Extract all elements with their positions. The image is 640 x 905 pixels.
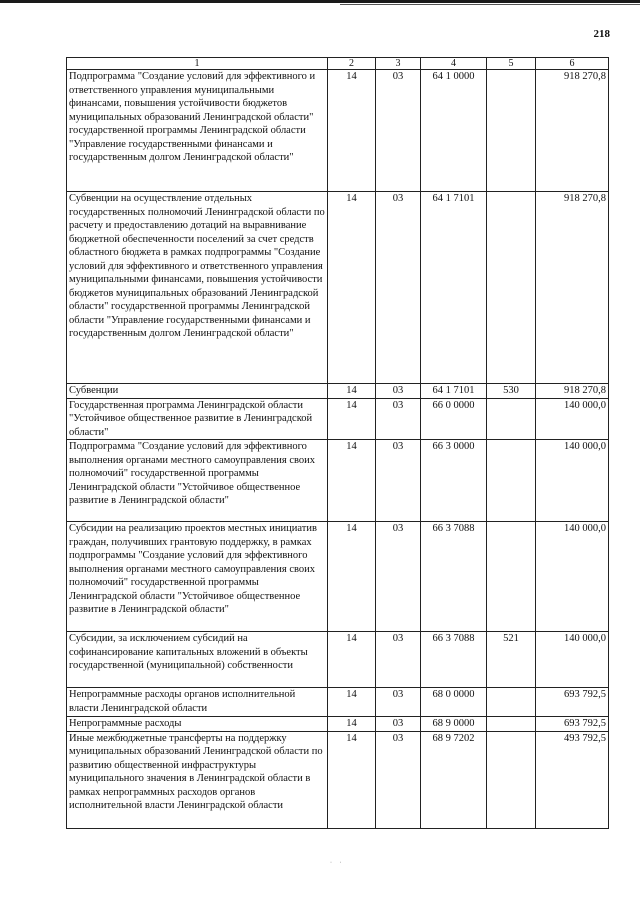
table-row <box>67 731 609 828</box>
row-code-section: 14 <box>328 688 376 717</box>
row-code-article: 68 9 0000 <box>421 717 487 732</box>
row-description: Государственная программа Ленинградской области "Устойчивое общественное развитие в Ленинградской области" <box>67 398 328 440</box>
row-code-section: 14 <box>328 731 376 828</box>
column-header: 5 <box>487 58 536 70</box>
row-code-section: 14 <box>328 717 376 732</box>
row-code-article: 66 3 0000 <box>421 440 487 522</box>
row-code-subsection: 03 <box>376 384 421 399</box>
table-row <box>67 632 609 688</box>
row-code-article: 66 3 7088 <box>421 632 487 688</box>
row-amount: 140 000,0 <box>536 440 609 522</box>
row-code-subsection: 03 <box>376 717 421 732</box>
row-amount: 918 270,8 <box>536 192 609 384</box>
row-code-section: 14 <box>328 398 376 440</box>
row-code-article: 64 1 7101 <box>421 384 487 399</box>
scan-top-edge <box>0 0 640 3</box>
row-code-type: 521 <box>487 632 536 688</box>
header-row <box>67 58 609 70</box>
row-code-type <box>487 688 536 717</box>
row-code-type: 530 <box>487 384 536 399</box>
table-row <box>67 70 609 192</box>
row-code-type <box>487 522 536 632</box>
row-code-section: 14 <box>328 192 376 384</box>
table-row <box>67 717 609 732</box>
row-code-subsection: 03 <box>376 398 421 440</box>
column-header: 6 <box>536 58 609 70</box>
row-amount: 140 000,0 <box>536 522 609 632</box>
page-number: 218 <box>593 28 610 40</box>
row-code-type <box>487 70 536 192</box>
row-code-subsection: 03 <box>376 70 421 192</box>
column-header: 2 <box>328 58 376 70</box>
row-description: Субсидии на реализацию проектов местных инициатив граждан, получивших грантовую поддержку, в рамках подпрограммы "Создание условий для эффективного выполнения органами местного самоуправления своих полномочий" государственной программы Ленинградской области "Устойчивое общественное развитие в Ленинградской области" <box>67 522 328 632</box>
row-code-subsection: 03 <box>376 440 421 522</box>
row-code-article: 68 9 7202 <box>421 731 487 828</box>
row-description: Подпрограмма "Создание условий для эффективного и ответственного управления муниципальными финансами, повышения устойчивости бюджетов муниципальных образований Ленинградской области" государственной программы Ленинградской области "Управление государственными финансами и государственным долгом Ленинградской области" <box>67 70 328 192</box>
table-row <box>67 688 609 717</box>
row-amount: 693 792,5 <box>536 717 609 732</box>
row-code-section: 14 <box>328 384 376 399</box>
row-code-article: 66 0 0000 <box>421 398 487 440</box>
row-code-subsection: 03 <box>376 688 421 717</box>
row-description: Субвенции <box>67 384 328 399</box>
row-description: Субсидии, за исключением субсидий на софинансирование капитальных вложений в объекты государственной (муниципальной) собственности <box>67 632 328 688</box>
table-row <box>67 192 609 384</box>
row-code-section: 14 <box>328 440 376 522</box>
row-description: Субвенции на осуществление отдельных государственных полномочий Ленинградской области по расчету и предоставлению дотаций на выравнивание бюджетной обеспеченности поселений за счет средств областного бюджета в рамках подпрограммы "Создание условий для эффективного и ответственного управления муниципальными финансами, повышения устойчивости бюджетов муниципальных образований Ленинградской области" государственной программы Ленинградской области "Управление государственными финансами и государственным долгом Ленинградской области" <box>67 192 328 384</box>
column-header: 4 <box>421 58 487 70</box>
row-description: Подпрограмма "Создание условий для эффективного выполнения органами местного самоуправления своих полномочий" государственной программы Ленинградской области "Устойчивое общественное развитие в Ленинградской области" <box>67 440 328 522</box>
row-code-subsection: 03 <box>376 632 421 688</box>
row-code-type <box>487 717 536 732</box>
table-row <box>67 398 609 440</box>
row-code-subsection: 03 <box>376 522 421 632</box>
row-code-article: 64 1 0000 <box>421 70 487 192</box>
row-code-article: 68 0 0000 <box>421 688 487 717</box>
row-amount: 693 792,5 <box>536 688 609 717</box>
row-code-section: 14 <box>328 70 376 192</box>
row-amount: 493 792,5 <box>536 731 609 828</box>
table-row <box>67 384 609 399</box>
column-header: 1 <box>67 58 328 70</box>
row-amount: 918 270,8 <box>536 384 609 399</box>
row-code-type <box>487 440 536 522</box>
column-header: 3 <box>376 58 421 70</box>
table-row <box>67 522 609 632</box>
row-description: Непрограммные расходы органов исполнительной власти Ленинградской области <box>67 688 328 717</box>
row-code-subsection: 03 <box>376 192 421 384</box>
row-amount: 140 000,0 <box>536 398 609 440</box>
row-description: Иные межбюджетные трансферты на поддержку муниципальных образований Ленинградской области по развитию общественной инфраструктуры муниципального значения в Ленинградской области в рамках непрограммных расходов органов исполнительной власти Ленинградской области <box>67 731 328 828</box>
row-code-article: 66 3 7088 <box>421 522 487 632</box>
row-code-article: 64 1 7101 <box>421 192 487 384</box>
row-code-section: 14 <box>328 632 376 688</box>
table-row <box>67 440 609 522</box>
budget-table <box>66 57 609 829</box>
row-code-type <box>487 731 536 828</box>
row-description: Непрограммные расходы <box>67 717 328 732</box>
row-code-type <box>487 398 536 440</box>
row-amount: 140 000,0 <box>536 632 609 688</box>
row-code-section: 14 <box>328 522 376 632</box>
scan-top-edge-line <box>340 4 640 5</box>
scan-specks: · · <box>330 860 342 866</box>
row-amount: 918 270,8 <box>536 70 609 192</box>
row-code-subsection: 03 <box>376 731 421 828</box>
row-code-type <box>487 192 536 384</box>
